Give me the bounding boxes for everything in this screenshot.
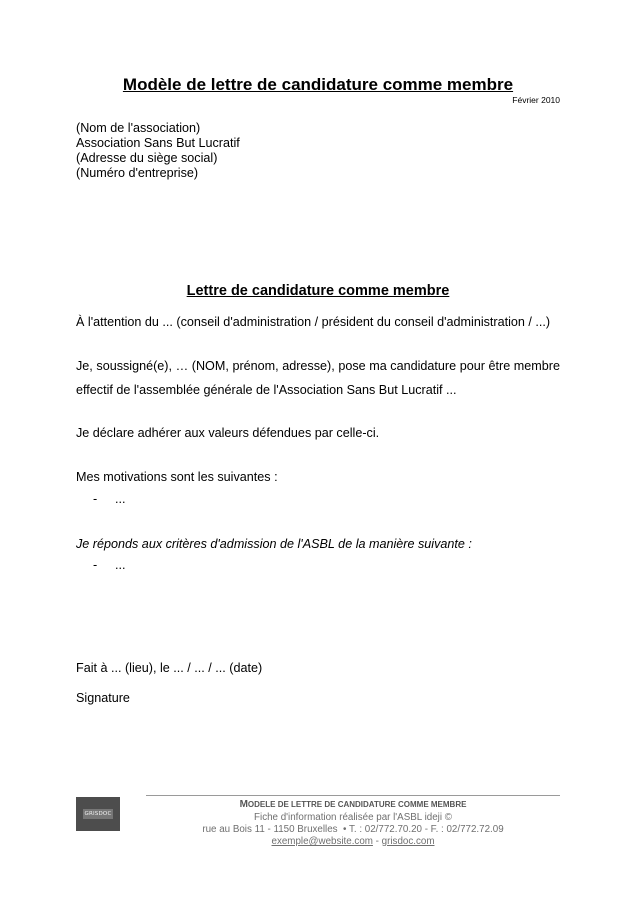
document-title: Modèle de lettre de candidature comme membre [122, 75, 514, 94]
bullet-text: ... [115, 558, 126, 572]
footer-info: Fiche d'information réalisée par l'ASBL ideji © [254, 812, 452, 823]
signature-label: Signature [76, 691, 130, 705]
grisdoc-logo [76, 797, 120, 831]
document-date: Février 2010 [512, 95, 560, 105]
bullet-dash: - [93, 492, 98, 506]
criteria-heading: Je réponds aux critères d'admission de l'ASBL de la manière suivante : [76, 537, 472, 551]
footer-title-rest: ODELE DE LETTRE DE CANDIDATURE COMME MEMBRE [247, 800, 467, 809]
place-date-line: Fait à ... (lieu), le ... / ... / ... (date) [76, 661, 263, 675]
footer-email-link[interactable]: exemple@website.com [271, 836, 373, 847]
declaration-line: Je déclare adhérer aux valeurs défendues par celle-ci. [76, 426, 380, 440]
address-line-name: (Nom de l'association) [76, 121, 201, 135]
footer-site-link[interactable]: grisdoc.com [381, 836, 435, 847]
footer-title [146, 799, 560, 811]
letter-subtitle: Lettre de candidature comme membre [186, 283, 450, 299]
bullet-dash: - [93, 558, 98, 572]
footer-links [146, 836, 560, 848]
logo-badge [83, 809, 113, 819]
address-line-number: (Numéro d'entreprise) [76, 166, 199, 180]
address-line-type: Association Sans But Lucratif [76, 136, 240, 150]
motivations-heading: Mes motivations sont les suivantes : [76, 470, 278, 484]
attention-line: À l'attention du ... (conseil d'administration / président du conseil d'administration / ...) [76, 315, 551, 329]
motivations-bullet [93, 492, 126, 506]
bullet-text: ... [115, 492, 126, 506]
footer-title-initial: M [239, 799, 248, 810]
logo-text: GRISDOC [84, 811, 112, 817]
footer-divider [146, 795, 560, 796]
association-address-block [76, 121, 240, 181]
candidacy-paragraph: Je, soussigné(e), … (NOM, prénom, adresse), pose ma candidature pour être membre effectif de l'assemblée générale de l'Association Sans But Lucratif ... [76, 359, 560, 397]
criteria-bullet [93, 558, 126, 572]
address-line-seat: (Adresse du siège social) [76, 151, 218, 165]
footer-contact: rue au Bois 11 - 1150 Bruxelles • T. : 02/772.70.20 - F. : 02/772.72.09 [202, 824, 504, 835]
footer-link-separator: - [372, 836, 382, 847]
